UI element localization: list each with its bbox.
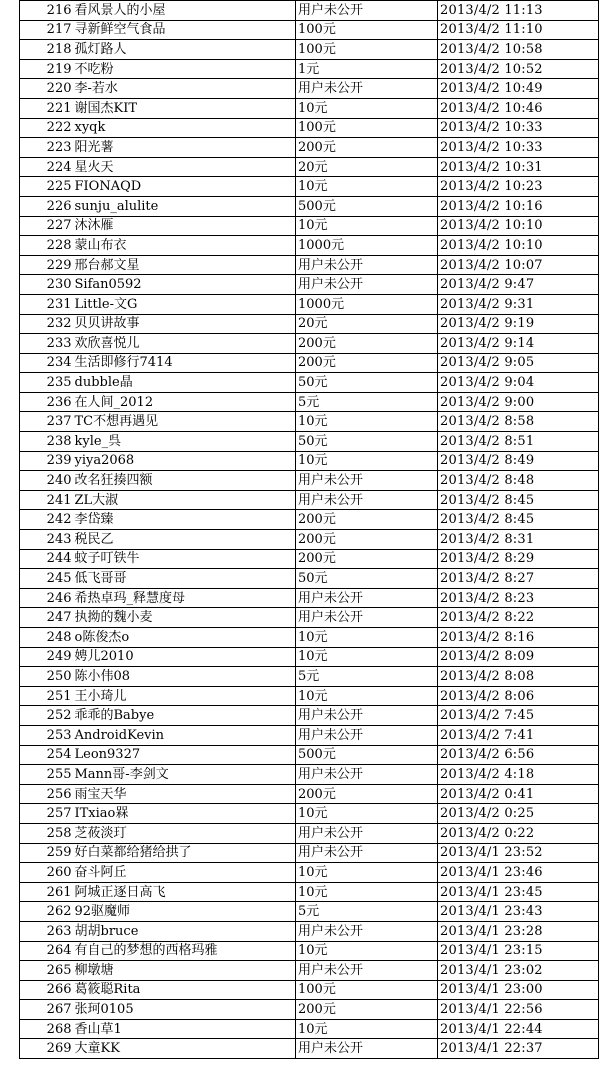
donation-time-cell: 2013/4/2 10:33 <box>438 138 599 158</box>
donor-name-cell: Sifan0592 <box>74 275 296 295</box>
donor-name-cell: 王小琦儿 <box>74 686 296 706</box>
table-row <box>20 667 599 687</box>
donation-time-cell: 2013/4/2 10:07 <box>438 255 599 275</box>
donation-time-cell: 2013/4/2 11:10 <box>438 20 599 40</box>
row-number-cell: 252 <box>20 706 74 726</box>
table-row <box>20 451 599 471</box>
donation-time-cell: 2013/4/2 8:22 <box>438 608 599 628</box>
row-number-cell: 225 <box>20 177 74 197</box>
donation-amount-cell: 100元 <box>296 20 438 40</box>
donor-name-cell: 雨宝天华 <box>74 784 296 804</box>
row-number-cell: 256 <box>20 784 74 804</box>
donation-amount-cell: 10元 <box>296 804 438 824</box>
row-number-cell: 241 <box>20 490 74 510</box>
donation-time-cell: 2013/4/1 23:28 <box>438 921 599 941</box>
donation-table-body <box>20 1 599 1059</box>
row-number-cell: 244 <box>20 549 74 569</box>
donation-time-cell: 2013/4/2 9:00 <box>438 392 599 412</box>
donor-name-cell: Leon9327 <box>74 745 296 765</box>
donation-amount-cell: 50元 <box>296 373 438 393</box>
table-row <box>20 216 599 236</box>
donation-amount-cell: 用户未公开 <box>296 79 438 99</box>
donation-amount-cell: 20元 <box>296 157 438 177</box>
donor-name-cell: 奋斗阿丘 <box>74 863 296 883</box>
table-row <box>20 177 599 197</box>
donation-time-cell: 2013/4/2 10:10 <box>438 236 599 256</box>
donor-name-cell: 李岱臻 <box>74 510 296 530</box>
row-number-cell: 230 <box>20 275 74 295</box>
donation-amount-cell: 5元 <box>296 667 438 687</box>
donor-name-cell: ITxiao槑 <box>74 804 296 824</box>
donation-time-cell: 2013/4/2 8:23 <box>438 588 599 608</box>
row-number-cell: 236 <box>20 392 74 412</box>
donation-time-cell: 2013/4/2 8:31 <box>438 530 599 550</box>
table-row <box>20 255 599 275</box>
donor-name-cell: 税民乙 <box>74 530 296 550</box>
row-number-cell: 259 <box>20 843 74 863</box>
donation-time-cell: 2013/4/1 23:43 <box>438 902 599 922</box>
row-number-cell: 238 <box>20 432 74 452</box>
donation-time-cell: 2013/4/2 9:31 <box>438 294 599 314</box>
table-row <box>20 294 599 314</box>
donation-time-cell: 2013/4/2 7:41 <box>438 725 599 745</box>
donation-time-cell: 2013/4/1 22:37 <box>438 1039 599 1059</box>
row-number-cell: 221 <box>20 98 74 118</box>
donor-name-cell: 芝莜淡玎 <box>74 823 296 843</box>
donor-name-cell: 大童KK <box>74 1039 296 1059</box>
table-row <box>20 59 599 79</box>
table-row <box>20 804 599 824</box>
donor-name-cell: 低飞哥哥 <box>74 569 296 589</box>
donation-amount-cell: 10元 <box>296 1019 438 1039</box>
donor-name-cell: kyle_呉 <box>74 432 296 452</box>
table-row <box>20 196 599 216</box>
donation-time-cell: 2013/4/2 8:27 <box>438 569 599 589</box>
donation-amount-cell: 用户未公开 <box>296 1039 438 1059</box>
donation-time-cell: 2013/4/2 8:09 <box>438 647 599 667</box>
donor-name-cell: 好白菜都给猪给拱了 <box>74 843 296 863</box>
table-row <box>20 608 599 628</box>
table-row <box>20 353 599 373</box>
donation-amount-cell: 200元 <box>296 1000 438 1020</box>
row-number-cell: 240 <box>20 471 74 491</box>
table-row <box>20 471 599 491</box>
donation-amount-cell: 用户未公开 <box>296 843 438 863</box>
row-number-cell: 233 <box>20 334 74 354</box>
row-number-cell: 269 <box>20 1039 74 1059</box>
row-number-cell: 257 <box>20 804 74 824</box>
donor-name-cell: 星火天 <box>74 157 296 177</box>
donation-amount-cell: 200元 <box>296 138 438 158</box>
donation-amount-cell: 500元 <box>296 745 438 765</box>
donor-name-cell: 希热卓玛_释慧度母 <box>74 588 296 608</box>
table-row <box>20 412 599 432</box>
row-number-cell: 216 <box>20 1 74 21</box>
donation-amount-cell: 1元 <box>296 59 438 79</box>
donor-name-cell: Mann哥-李剑文 <box>74 765 296 785</box>
row-number-cell: 227 <box>20 216 74 236</box>
row-number-cell: 253 <box>20 725 74 745</box>
donation-amount-cell: 10元 <box>296 941 438 961</box>
table-row <box>20 98 599 118</box>
table-row <box>20 79 599 99</box>
donation-time-cell: 2013/4/2 8:06 <box>438 686 599 706</box>
donation-time-cell: 2013/4/2 9:05 <box>438 353 599 373</box>
donation-amount-cell: 10元 <box>296 216 438 236</box>
donor-name-cell: 改名狂揍四额 <box>74 471 296 491</box>
row-number-cell: 266 <box>20 980 74 1000</box>
table-row <box>20 236 599 256</box>
donation-time-cell: 2013/4/2 10:46 <box>438 98 599 118</box>
donor-name-cell: 谢国杰KIT <box>74 98 296 118</box>
table-row <box>20 706 599 726</box>
row-number-cell: 247 <box>20 608 74 628</box>
table-row <box>20 686 599 706</box>
row-number-cell: 223 <box>20 138 74 158</box>
table-row <box>20 765 599 785</box>
table-row <box>20 882 599 902</box>
donation-time-cell: 2013/4/2 8:48 <box>438 471 599 491</box>
table-row <box>20 392 599 412</box>
row-number-cell: 268 <box>20 1019 74 1039</box>
table-row <box>20 334 599 354</box>
donation-time-cell: 2013/4/2 9:19 <box>438 314 599 334</box>
table-row <box>20 569 599 589</box>
table-row <box>20 1 599 21</box>
donation-time-cell: 2013/4/2 10:23 <box>438 177 599 197</box>
row-number-cell: 226 <box>20 196 74 216</box>
table-row <box>20 510 599 530</box>
row-number-cell: 234 <box>20 353 74 373</box>
donation-time-cell: 2013/4/2 10:58 <box>438 40 599 60</box>
table-row <box>20 275 599 295</box>
row-number-cell: 255 <box>20 765 74 785</box>
row-number-cell: 265 <box>20 961 74 981</box>
donation-amount-cell: 1000元 <box>296 236 438 256</box>
donation-time-cell: 2013/4/2 9:14 <box>438 334 599 354</box>
table-row <box>20 157 599 177</box>
donation-time-cell: 2013/4/1 22:44 <box>438 1019 599 1039</box>
donation-time-cell: 2013/4/2 4:18 <box>438 765 599 785</box>
donation-amount-cell: 10元 <box>296 863 438 883</box>
donation-amount-cell: 用户未公开 <box>296 961 438 981</box>
donation-amount-cell: 50元 <box>296 569 438 589</box>
donation-amount-cell: 100元 <box>296 980 438 1000</box>
donor-name-cell: 陈小伟08 <box>74 667 296 687</box>
table-row <box>20 314 599 334</box>
donation-time-cell: 2013/4/2 6:56 <box>438 745 599 765</box>
donation-time-cell: 2013/4/2 10:52 <box>438 59 599 79</box>
table-row <box>20 941 599 961</box>
donation-amount-cell: 用户未公开 <box>296 255 438 275</box>
donor-name-cell: 沐沐雁 <box>74 216 296 236</box>
donation-amount-cell: 5元 <box>296 392 438 412</box>
row-number-cell: 262 <box>20 902 74 922</box>
table-row <box>20 863 599 883</box>
row-number-cell: 261 <box>20 882 74 902</box>
donation-amount-cell: 200元 <box>296 784 438 804</box>
table-row <box>20 138 599 158</box>
table-row <box>20 628 599 648</box>
donation-time-cell: 2013/4/2 8:51 <box>438 432 599 452</box>
row-number-cell: 242 <box>20 510 74 530</box>
table-row <box>20 432 599 452</box>
donation-amount-cell: 用户未公开 <box>296 588 438 608</box>
donation-amount-cell: 20元 <box>296 314 438 334</box>
row-number-cell: 249 <box>20 647 74 667</box>
donor-name-cell: 乖乖的Babye <box>74 706 296 726</box>
donor-name-cell: 孤灯路人 <box>74 40 296 60</box>
table-row <box>20 745 599 765</box>
donation-time-cell: 2013/4/2 8:45 <box>438 510 599 530</box>
row-number-cell: 248 <box>20 628 74 648</box>
table-row <box>20 980 599 1000</box>
table-row <box>20 1019 599 1039</box>
donation-amount-cell: 1000元 <box>296 294 438 314</box>
table-row <box>20 647 599 667</box>
table-row <box>20 921 599 941</box>
donation-time-cell: 2013/4/2 8:58 <box>438 412 599 432</box>
donor-name-cell: 生活即修行7414 <box>74 353 296 373</box>
donation-amount-cell: 200元 <box>296 334 438 354</box>
donor-name-cell: 李-若水 <box>74 79 296 99</box>
donor-name-cell: 欢欣喜悦儿 <box>74 334 296 354</box>
table-row <box>20 530 599 550</box>
donation-amount-cell: 200元 <box>296 353 438 373</box>
table-row <box>20 373 599 393</box>
row-number-cell: 237 <box>20 412 74 432</box>
donation-time-cell: 2013/4/1 23:46 <box>438 863 599 883</box>
donation-time-cell: 2013/4/2 0:41 <box>438 784 599 804</box>
donor-name-cell: 阳光薯 <box>74 138 296 158</box>
donor-name-cell: 有自己的梦想的西格玛雅 <box>74 941 296 961</box>
row-number-cell: 231 <box>20 294 74 314</box>
donor-name-cell: 香山草1 <box>74 1019 296 1039</box>
donor-name-cell: 娉儿2010 <box>74 647 296 667</box>
donation-time-cell: 2013/4/2 8:08 <box>438 667 599 687</box>
donation-amount-cell: 10元 <box>296 686 438 706</box>
row-number-cell: 219 <box>20 59 74 79</box>
donor-name-cell: 阿城正逐日高飞 <box>74 882 296 902</box>
row-number-cell: 222 <box>20 118 74 138</box>
donation-amount-cell: 用户未公开 <box>296 1 438 21</box>
donor-name-cell: 贝贝讲故事 <box>74 314 296 334</box>
donation-amount-cell: 用户未公开 <box>296 490 438 510</box>
table-row <box>20 843 599 863</box>
table-row <box>20 902 599 922</box>
donor-name-cell: 柳墩塘 <box>74 961 296 981</box>
donation-time-cell: 2013/4/1 23:02 <box>438 961 599 981</box>
donor-name-cell: 看风景人的小屋 <box>74 1 296 21</box>
donor-name-cell: sunju_alulite <box>74 196 296 216</box>
donor-name-cell: dubble晶 <box>74 373 296 393</box>
table-row <box>20 490 599 510</box>
donation-amount-cell: 10元 <box>296 412 438 432</box>
donor-name-cell: 执拗的魏小麦 <box>74 608 296 628</box>
donation-amount-cell: 用户未公开 <box>296 823 438 843</box>
table-row <box>20 823 599 843</box>
row-number-cell: 232 <box>20 314 74 334</box>
donation-time-cell: 2013/4/2 0:25 <box>438 804 599 824</box>
donation-time-cell: 2013/4/1 23:15 <box>438 941 599 961</box>
row-number-cell: 218 <box>20 40 74 60</box>
table-row <box>20 784 599 804</box>
donation-amount-cell: 100元 <box>296 40 438 60</box>
donation-time-cell: 2013/4/2 9:47 <box>438 275 599 295</box>
donation-time-cell: 2013/4/2 11:13 <box>438 1 599 21</box>
row-number-cell: 267 <box>20 1000 74 1020</box>
table-row <box>20 1000 599 1020</box>
donation-amount-cell: 100元 <box>296 118 438 138</box>
donation-time-cell: 2013/4/2 9:04 <box>438 373 599 393</box>
donation-time-cell: 2013/4/2 0:22 <box>438 823 599 843</box>
donation-time-cell: 2013/4/2 10:31 <box>438 157 599 177</box>
donation-time-cell: 2013/4/1 22:56 <box>438 1000 599 1020</box>
donation-time-cell: 2013/4/1 23:00 <box>438 980 599 1000</box>
row-number-cell: 235 <box>20 373 74 393</box>
donation-table <box>19 0 599 1059</box>
donation-time-cell: 2013/4/2 10:49 <box>438 79 599 99</box>
donation-amount-cell: 用户未公开 <box>296 725 438 745</box>
donor-name-cell: 寻新鲜空气食品 <box>74 20 296 40</box>
donor-name-cell: 胡胡bruce <box>74 921 296 941</box>
row-number-cell: 250 <box>20 667 74 687</box>
table-row <box>20 725 599 745</box>
row-number-cell: 254 <box>20 745 74 765</box>
donation-time-cell: 2013/4/2 10:16 <box>438 196 599 216</box>
donor-name-cell: 葛筱聪Rita <box>74 980 296 1000</box>
row-number-cell: 239 <box>20 451 74 471</box>
table-row <box>20 1039 599 1059</box>
donation-amount-cell: 10元 <box>296 647 438 667</box>
row-number-cell: 246 <box>20 588 74 608</box>
donor-name-cell: Little-文G <box>74 294 296 314</box>
donation-time-cell: 2013/4/2 8:45 <box>438 490 599 510</box>
donation-amount-cell: 50元 <box>296 432 438 452</box>
table-row <box>20 549 599 569</box>
donor-name-cell: 邢台郝文星 <box>74 255 296 275</box>
table-row <box>20 588 599 608</box>
donation-time-cell: 2013/4/2 8:49 <box>438 451 599 471</box>
row-number-cell: 217 <box>20 20 74 40</box>
donation-time-cell: 2013/4/1 23:45 <box>438 882 599 902</box>
table-row <box>20 118 599 138</box>
donation-amount-cell: 10元 <box>296 177 438 197</box>
row-number-cell: 229 <box>20 255 74 275</box>
donation-amount-cell: 用户未公开 <box>296 471 438 491</box>
donation-amount-cell: 用户未公开 <box>296 706 438 726</box>
donor-name-cell: 蒙山布衣 <box>74 236 296 256</box>
donation-time-cell: 2013/4/2 10:33 <box>438 118 599 138</box>
donation-amount-cell: 10元 <box>296 882 438 902</box>
donor-name-cell: AndroidKevin <box>74 725 296 745</box>
table-row <box>20 20 599 40</box>
donation-time-cell: 2013/4/2 10:10 <box>438 216 599 236</box>
donation-time-cell: 2013/4/2 8:16 <box>438 628 599 648</box>
donation-time-cell: 2013/4/1 23:52 <box>438 843 599 863</box>
donor-name-cell: TC不想再遇见 <box>74 412 296 432</box>
row-number-cell: 228 <box>20 236 74 256</box>
donor-name-cell: 蚊子叮铁牛 <box>74 549 296 569</box>
donor-name-cell: 在人间_2012 <box>74 392 296 412</box>
row-number-cell: 264 <box>20 941 74 961</box>
donation-time-cell: 2013/4/2 7:45 <box>438 706 599 726</box>
row-number-cell: 263 <box>20 921 74 941</box>
donor-name-cell: 92驱魔师 <box>74 902 296 922</box>
donation-amount-cell: 用户未公开 <box>296 608 438 628</box>
row-number-cell: 224 <box>20 157 74 177</box>
donor-name-cell: yiya2068 <box>74 451 296 471</box>
donor-name-cell: 张珂0105 <box>74 1000 296 1020</box>
donor-name-cell: o陈俊杰o <box>74 628 296 648</box>
donation-amount-cell: 200元 <box>296 510 438 530</box>
donation-amount-cell: 5元 <box>296 902 438 922</box>
donor-name-cell: xyqk <box>74 118 296 138</box>
table-row <box>20 961 599 981</box>
donation-amount-cell: 10元 <box>296 628 438 648</box>
row-number-cell: 258 <box>20 823 74 843</box>
donation-amount-cell: 200元 <box>296 530 438 550</box>
donor-name-cell: FIONAQD <box>74 177 296 197</box>
donation-time-cell: 2013/4/2 8:29 <box>438 549 599 569</box>
donation-amount-cell: 200元 <box>296 549 438 569</box>
row-number-cell: 243 <box>20 530 74 550</box>
donation-amount-cell: 10元 <box>296 98 438 118</box>
row-number-cell: 220 <box>20 79 74 99</box>
table-row <box>20 40 599 60</box>
row-number-cell: 245 <box>20 569 74 589</box>
donation-amount-cell: 用户未公开 <box>296 275 438 295</box>
donation-amount-cell: 用户未公开 <box>296 921 438 941</box>
row-number-cell: 260 <box>20 863 74 883</box>
donor-name-cell: 不吃粉 <box>74 59 296 79</box>
row-number-cell: 251 <box>20 686 74 706</box>
donation-amount-cell: 10元 <box>296 451 438 471</box>
donation-amount-cell: 用户未公开 <box>296 765 438 785</box>
donor-name-cell: ZL大淑 <box>74 490 296 510</box>
donation-amount-cell: 500元 <box>296 196 438 216</box>
